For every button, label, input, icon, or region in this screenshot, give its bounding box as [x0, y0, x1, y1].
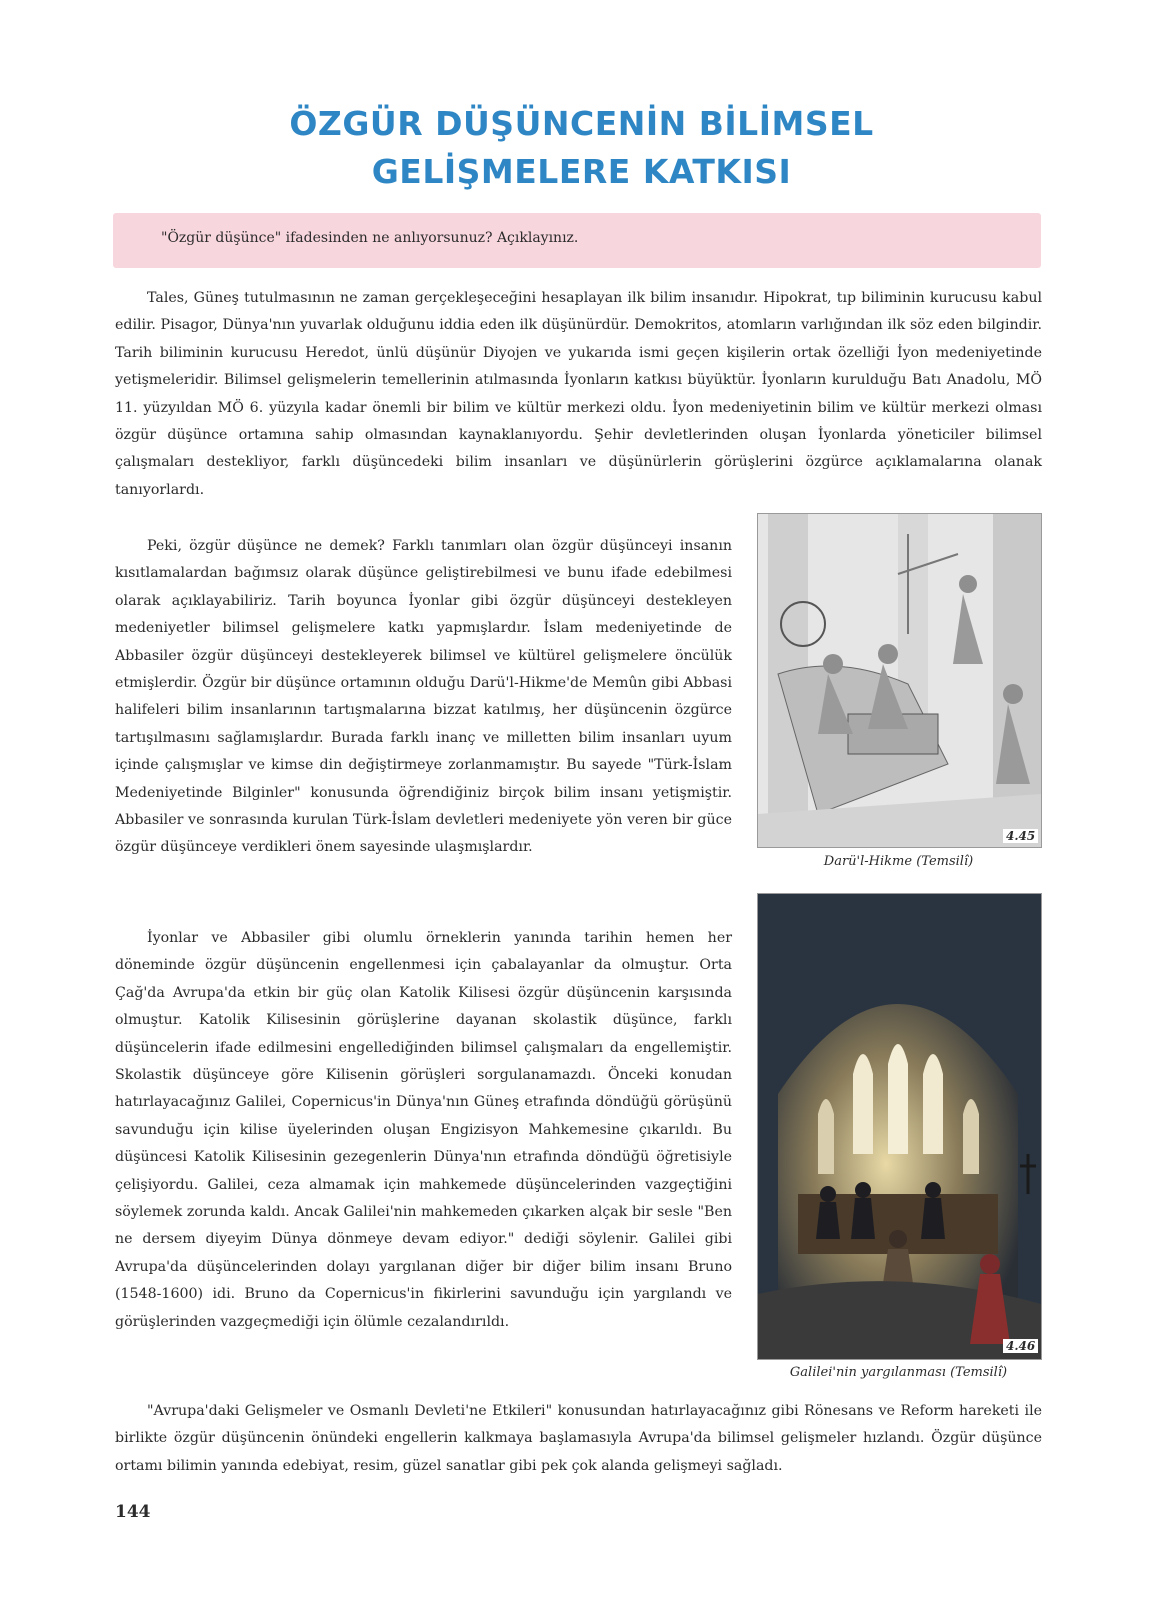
figure-caption-4-46: Galilei'nin yargılanması (Temsilî) — [789, 1365, 1008, 1380]
page-title-line-2: GELİŞMELERE KATKISI — [371, 152, 792, 191]
galilei-trial-painting — [757, 893, 1042, 1360]
page-title-line-1: ÖZGÜR DÜŞÜNCENİN BİLİMSEL — [289, 104, 874, 143]
page-number: 144 — [115, 1502, 151, 1522]
darul-hikme-illustration — [757, 513, 1042, 848]
figure-caption-4-45: Darü'l-Hikme (Temsilî) — [823, 854, 974, 869]
paragraph-renaissance: "Avrupa'daki Gelişmeler ve Osmanlı Devleti'ne Etkileri" konusundan hatırlayacağınız gibi Rönesans ve Reform hareketi ile birlikte özgür düşüncenin önündeki engellerin kalkmaya başlamasıyla Avrupa'da bilimsel gelişmeler hızlandı. Özgür düşünce ortamı bilimin yanında edebiyat, resim, güzel sanatlar gibi pek çok alanda gelişmeyi sağladı. — [115, 1403, 1042, 1474]
question-box: "Özgür düşünce" ifadesinden ne anlıyorsunuz? Açıklayınız. — [113, 213, 1041, 268]
paragraph-free-thought: Peki, özgür düşünce ne demek? Farklı tanımları olan özgür düşünceyi insanın kısıtlamalardan bağımsız olarak düşünce geliştirebilmesi ve bunu ifade edebilmesi olarak açıklayabiliriz. Tarih boyunca İyonlar gibi özgür düşünceyi destekleyen medeniyetler bilimsel gelişmelere katkı yapmışlardır. İslam medeniyetinde de Abbasiler özgür düşünceyi destekleyerek bilimsel ve kültürel gelişmelere öncülük etmişlerdir. Özgür bir düşünce ortamının olduğu Darü'l-Hikme'de Memûn gibi Abbasi halifeleri bilim insanlarının tartışmalarına bizzat katılmış, her düşüncenin özgürce tartışılmasını sağlamışlardır. Burada farklı inanç ve milletten bilim insanları uyum içinde çalışmışlar ve kimse din değiştirmeye zorlanmamıştır. Bu sayede "Türk-İslam Medeniyetinde Bilginler" konusunda öğrendiğiniz birçok bilim insanı yetişmiştir. Abbasiler ve sonrasında kurulan Türk-İslam devletleri medeniyete yön veren bir güce özgür düşünceye verdikleri önem sayesinde ulaşmışlardır. — [115, 538, 732, 856]
paragraph-ionians: Tales, Güneş tutulmasının ne zaman gerçekleşeceğini hesaplayan ilk bilim insanıdır. Hipokrat, tıp biliminin kurucusu kabul edilir. Pisagor, Dünya'nın yuvarlak olduğunu iddia eden ilk düşünürdür. Demokritos, atomların varlığından ilk söz eden bilgindir. Tarih biliminin kurucusu Heredot, ünlü düşünür Diyojen ve yukarıda ismi geçen kişilerin ortak özelliği İyon medeniyetinde yetişmeleridir. Bilimsel gelişmelerin temellerinin atılmasında İyonların katkısı büyüktür. İyonların kurulduğu Batı Anadolu, MÖ 11. yüzyıldan MÖ 6. yüzyıla kadar önemli bir bilim ve kültür merkezi oldu. İyon medeniyetinin bilim ve kültür merkezi olması özgür düşünce ortamına sahip olmasından kaynaklanıyordu. Şehir devletlerinden oluşan İyonlarda yöneticiler bilimsel çalışmaları destekliyor, farklı düşüncedeki bilim insanları ve düşünürlerin görüşlerini özgürce açıklamalarına olanak tanıyorlardı. — [115, 290, 1042, 498]
figure-number-4-46: 4.46 — [1003, 1339, 1038, 1353]
page-title — [0, 100, 1163, 196]
paragraph-church: İyonlar ve Abbasiler gibi olumlu örneklerin yanında tarihin hemen her döneminde özgür düşüncenin engellenmesi için çabalayanlar da olmuştur. Orta Çağ'da Avrupa'da etkin bir güç olan Katolik Kilisesi özgür düşüncenin karşısında olmuştur. Katolik Kilisesinin görüşlerine dayanan skolastik düşünce, farklı düşüncelerin ifade edilmesini engellediğinden bilimsel çalışmaları da engellemiştir. Skolastik düşünceye göre Kilisenin görüşleri sorgulanamazdı. Önceki konudan hatırlayacağınız Galilei, Copernicus'in Dünya'nın Güneş etrafında döndüğü görüşünü savunduğu için kilise üyelerinden oluşan Engizisyon Mahkemesine çıkarıldı. Bu düşüncesi Katolik Kilisesinin gezegenlerin Dünya'nın etrafında döndüğü öğretisiyle çelişiyordu. Galilei, ceza almamak için mahkemede düşüncelerinden vazgeçtiğini söylemek zorunda kaldı. Ancak Galilei'nin mahkemeden çıkarken alçak bir sesle "Ben ne dersem diyeyim Dünya dönmeye devam ediyor." dediği söylenir. Galilei gibi Avrupa'da düşüncelerinden dolayı yargılanan diğer bir diğer bilim insanı Bruno (1548-1600) idi. Bruno da Copernicus'in fikirlerini savunduğu için yargılandı ve görüşlerinden vazgeçmediği için ölümle cezalandırıldı. — [115, 930, 732, 1330]
figure-number-4-45: 4.45 — [1003, 829, 1038, 843]
